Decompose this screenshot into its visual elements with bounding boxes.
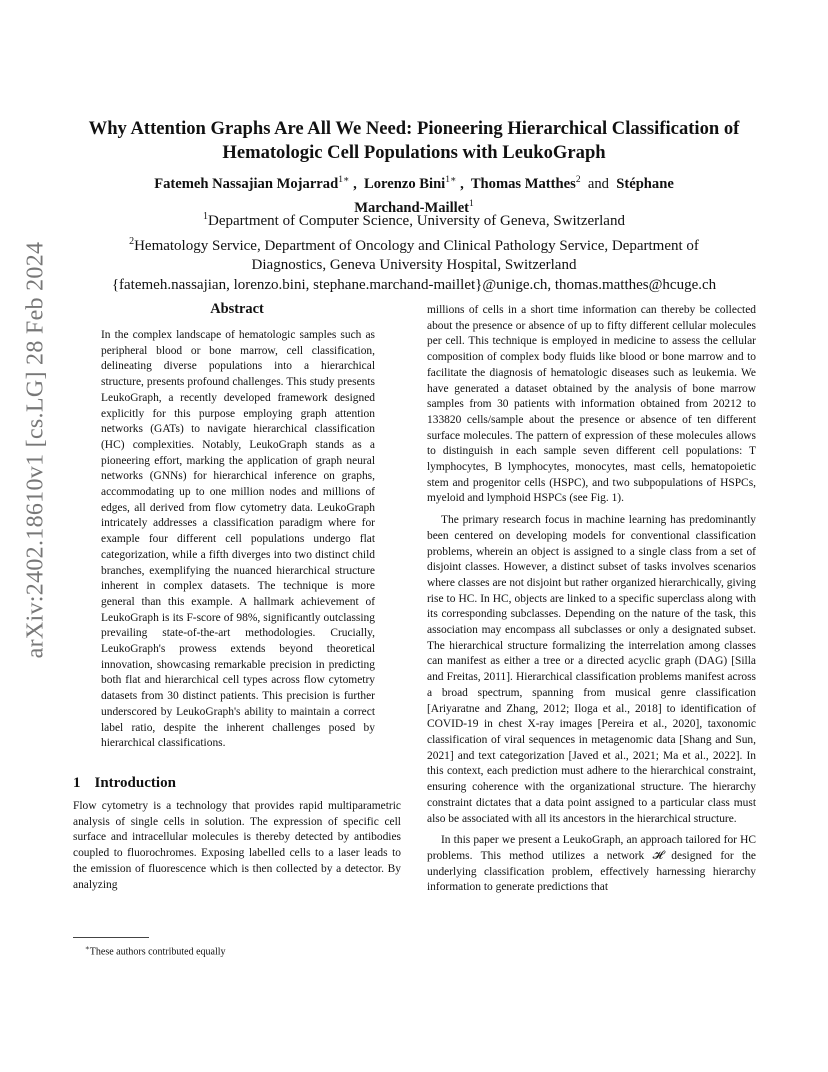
- affil-mark: 1: [203, 211, 209, 222]
- author-affil-mark: 1∗: [338, 175, 350, 185]
- arxiv-id: arXiv:2402.18610v1 [cs.LG] 28 Feb 2024: [22, 241, 49, 659]
- author-emails: {fatemeh.nassajian, lorenzo.bini, stephane.marchand-maillet}@unige.ch, thomas.matthes@hcuge.ch: [111, 276, 717, 293]
- author-affil-mark: 2: [575, 175, 581, 185]
- author-conjunction: and: [587, 175, 609, 192]
- affil-text: Hematology Service, Department of Oncology and Clinical Pathology Service, Department of: [134, 237, 699, 254]
- footnote-rule: [73, 937, 149, 938]
- body-paragraph: In this paper we present a LeukoGraph, an approach tailored for HC problems. This method utilizes a network 𝓗 designed for the underlying classification problem, effectively harnessing hierarchy information to generate predictions that: [427, 834, 756, 894]
- body-paragraph: millions of cells in a short time information can thereby be collected about the presence or absence of up to fifty different cellular molecules per cell. This technique is employed in medicine to assess the cellular composition of complex body fluids like blood or bone marrow and to facilitate the diagnosis of hematologic diseases such as leukemia. We have generated a dataset obtained by the analysis of bone marrow samples from 30 patients with information obtained from 20212 to 133820 cells/sample about the presence or absence of ten different surface molecules. The pattern of expression of these molecules allows to distinguish in each sample seven different cell populations: T lymphocytes, B lymphocytes, monocytes, mast cells, hematopoietic stem and progenitor cells (HSPC), and two subpopulations of HSPCs, myeloid and lymphoid HSPCs (see Fig. 1).: [427, 304, 756, 505]
- footnote-body: These authors contributed equally: [89, 946, 226, 958]
- authors-line-1: Fatemeh Nassajian Mojarrad$^{1∗}$ , Lorenzo Bini$^{1∗}$ , Thomas Matthes$^2$ and Stéphane: [154, 175, 674, 192]
- left-column: [73, 300, 401, 893]
- section-heading-introduction: [73, 774, 401, 792]
- affil-text: Department of Computer Science, University of Geneva, Switzerland: [208, 213, 625, 229]
- footnote-text: [85, 942, 401, 958]
- author-name-part: Marchand-Maillet: [354, 199, 470, 216]
- author-name-part: Stéphane: [616, 175, 674, 192]
- right-column: [427, 303, 756, 896]
- arxiv-stamp: [14, 190, 58, 710]
- author-name: Lorenzo Bini: [364, 175, 446, 192]
- affiliation-1: [60, 207, 768, 232]
- section-title: Introduction: [94, 774, 176, 791]
- author-name: Fatemeh Nassajian Mojarrad: [154, 175, 339, 192]
- section-number: 1: [73, 774, 81, 791]
- author-affil-mark: 1: [469, 198, 474, 209]
- paper-title: [60, 117, 768, 165]
- footnote-mark: ∗: [85, 944, 90, 952]
- author-name: Thomas Matthes: [470, 175, 576, 192]
- affiliation-2: [60, 232, 768, 257]
- footnote: [73, 937, 401, 958]
- affiliation-2-cont: Diagnostics, Geneva University Hospital, Switzerland: [251, 257, 577, 274]
- body-paragraph: The primary research focus in machine learning has predominantly been centered on developing models for conventional classification problems, wherein an object is assigned to a single class from a set of disjoint classes. However, a distinct subset of tasks involves scenarios where classes are not disjoint but rather organized hierarchically, giving rise to HC. In HC, objects are linked to a specific superclass along with its corresponding subclasses. Depending on the nature of the task, this association may encompass all subclasses or only a designated subset. The hierarchical structure formalizing the interrelation among classes can manifest as either a tree or a directed acyclic graph (DAG) [Silla and Freitas, 2011]. Hierarchical classification problems manifest across a broad spectrum, spanning from musical genre classification [Ariyaratne and Zhang, 2012; Iloga et al., 2018] to identification of COVID-19 in chest X-ray images [Pereira et al., 2020], taxonomic classification of viral sequences in metagenomic data [Shang and Sun, 2021] and text categorization [Javed et al., 2021; Ma et al., 2022]. In this context, each prediction must adhere to the hierarchical constraint, ensuring coherence with the organizational structure. The hierarchy constraint dictates that a data point assigned to a particular class must also be associated with all its ancestors in the hierarchical structure.: [427, 514, 756, 825]
- intro-paragraph-1: Flow cytometry is a technology that provides rapid multiparametric analysis of single cells in solution. The expression of specific cell surface and intracellular molecules is thereby detected by antibodies coupled to fluorochromes. Exposing labelled cells to a laser leads to the emission of fluorescence which is then collected by a detector. By analyzing: [73, 799, 401, 891]
- title-line-1: Why Attention Graphs Are All We Need: Pioneering Hierarchical Classification of: [88, 118, 740, 139]
- affiliations: [60, 207, 768, 295]
- author-affil-mark: 1∗: [445, 175, 457, 185]
- abstract-text: In the complex landscape of hematologic samples such as peripheral blood or bone marrow, cell classification, delineating diverse populations into a hierarchical structure, presents profound challenges. This study presents LeukoGraph, a recently developed framework designed explicitly for this purpose employing graph attention networks (GATs) to navigate hierarchical classification (HC) complexities. Notably, LeukoGraph stands as a pioneering effort, marking the application of graph neural networks (GNNs) for hierarchical inference on graphs, accommodating up to one million nodes and millions of edges, all derived from flow cytometry data. LeukoGraph intricately addresses a classification paradigm where for example four different cell populations undergo flat categorization, while a fifth diverges into two distinct child branches, exemplifying the nuanced hierarchical structure inherent in complex datasets. The technique is more general than this example. A hallmark achievement of LeukoGraph is its F-score of 98%, significantly outclassing prevailing state-of-the-art methodologies. Crucially, LeukoGraph's prowess extends beyond theoretical innovation, showcasing remarkable precision in predicting both flat and hierarchical cell types across flow cytometry datasets from 30 distinct patients. This precision is further underscored by LeukoGraph's ability to maintain a correct label ratio, despite the inherent challenges posed by hierarchical classifications.: [101, 329, 375, 750]
- abstract-heading: Abstract: [210, 301, 264, 317]
- title-line-2: Hematologic Cell Populations with LeukoGraph: [222, 142, 606, 163]
- affil-mark: 2: [129, 235, 135, 247]
